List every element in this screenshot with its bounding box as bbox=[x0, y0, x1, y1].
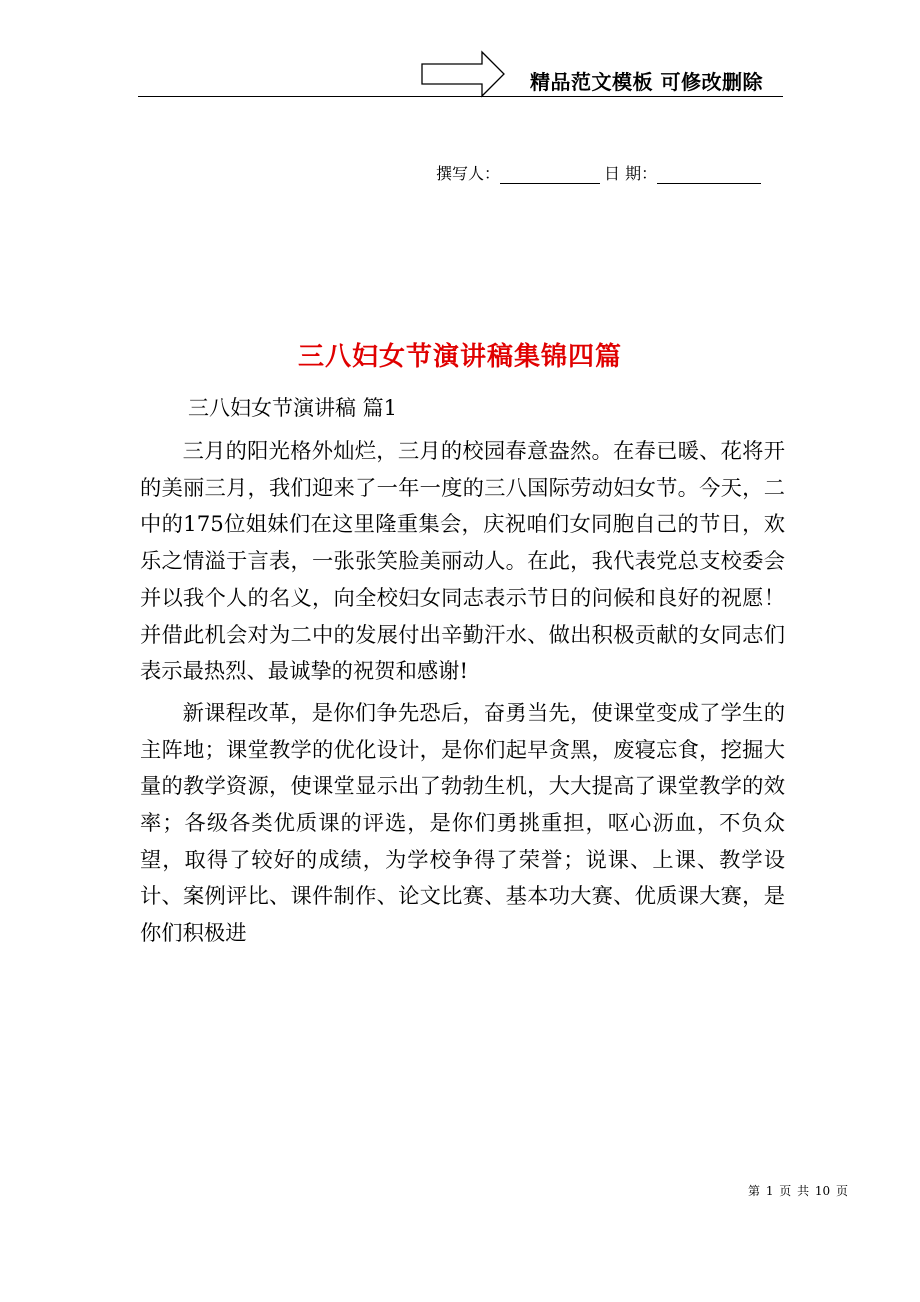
paragraph-1: 三月的阳光格外灿烂，三月的校园春意盎然。在春已暖、花将开的美丽三月，我们迎来了一年一度的三八国际劳动妇女节。今天，二中的175位姐妹们在这里隆重集会，庆祝咱们女同胞自己的节日，欢乐之情溢于言表，一张张笑脸美丽动人。在此，我代表党总支校委会并以我个人的名义，向全校妇女同志表示节日的问候和良好的祝愿！并借此机会对为二中的发展付出辛勤汗水、做出积极贡献的女同志们表示最热烈、最诚挚的祝贺和感谢! bbox=[140, 439, 785, 685]
author-date-line bbox=[436, 160, 782, 184]
right-arrow-outline-icon bbox=[420, 50, 506, 98]
paragraph-2: 新课程改革，是你们争先恐后，奋勇当先，使课堂变成了学生的主阵地；课堂教学的优化设计，是你们起早贪黑，废寝忘食，挖掘大量的教学资源，使课堂显示出了勃勃生机，大大提高了课堂教学的效率；各级各类优质课的评选，是你们勇挑重担，呕心沥血，不负众望，取得了较好的成绩，为学校争得了荣誉；说课、上课、教学设计、案例评比、课件制作、论文比赛、基本功大赛、优质课大赛，是你们积极进 bbox=[140, 700, 785, 947]
section-heading: 三八妇女节演讲稿 篇1 bbox=[188, 396, 398, 420]
document-title: 三八妇女节演讲稿集锦四篇 bbox=[297, 342, 622, 372]
author-label: 撰写人： bbox=[436, 164, 501, 183]
header-rule bbox=[138, 96, 783, 97]
date-blank bbox=[657, 165, 761, 184]
header-banner-text: 精品范文模板 可修改删除 bbox=[530, 70, 763, 94]
date-label: 日 期： bbox=[604, 164, 658, 183]
page-indicator: 第 1 页 共 10 页 bbox=[748, 1184, 848, 1198]
document-body bbox=[140, 434, 785, 953]
author-blank bbox=[500, 165, 600, 184]
